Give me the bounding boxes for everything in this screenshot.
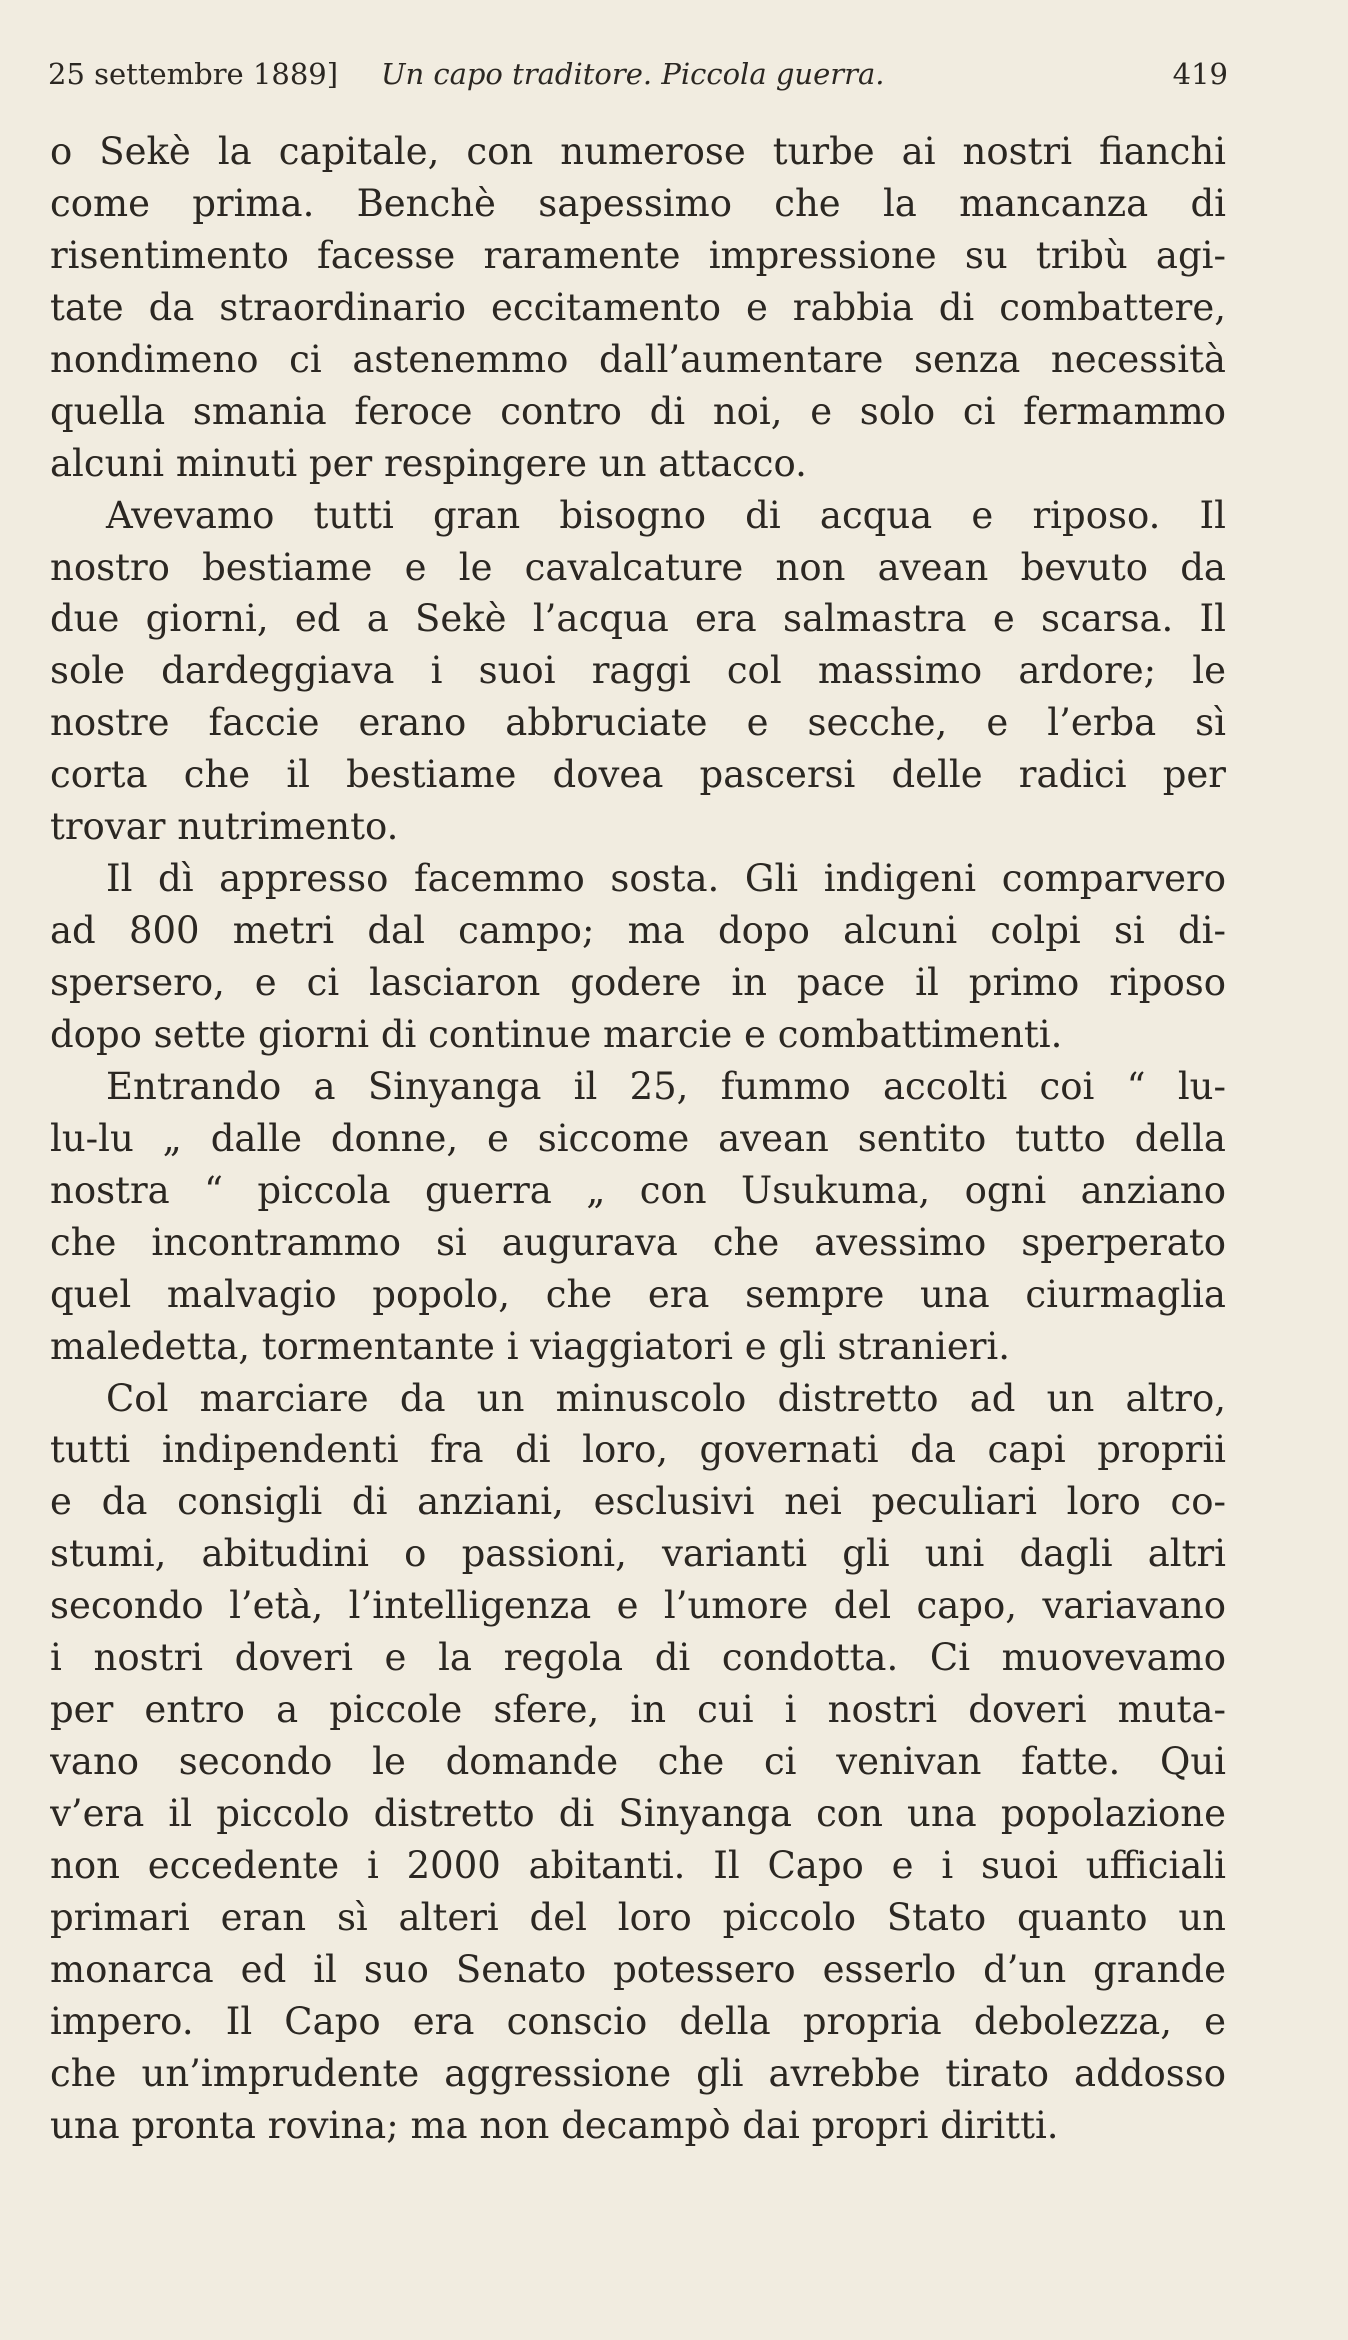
text-line: i nostri doveri e la regola di condotta. Ci muovevamo [50,1636,1226,1680]
text-line: non eccedente i 2000 abitanti. Il Capo e i suoi ufficiali [50,1843,1226,1887]
text-line: ad 800 metri dal campo; ma dopo alcuni colpi si di- [50,909,1226,953]
text-line: alcuni minuti per respingere un attacco. [50,441,807,485]
text-line: maledetta, tormentante i viaggiatori e gli stranieri. [50,1324,1010,1368]
text-line: impero. Il Capo era conscio della propria debolezza, e [50,1999,1226,2043]
text-line: nostro bestiame e le cavalcature non avean bevuto da [50,545,1226,589]
text-line: quella smania feroce contro di noi, e solo ci fermammo [50,389,1226,433]
text-line: risentimento facesse raramente impressione su tribù agi- [50,233,1226,277]
text-line: tutti indipendenti fra di loro, governati da capi proprii [50,1428,1226,1472]
text-line: monarca ed il suo Senato potessero esserlo d’un grande [50,1947,1226,1991]
text-line: due giorni, ed a Sekè l’acqua era salmastra e scarsa. Il [50,597,1226,641]
page-number: 419 [1172,57,1228,91]
header-title: Un capo traditore. Piccola guerra. [381,57,885,91]
text-line: nondimeno ci astenemmo dall’aumentare senza necessità [50,337,1226,381]
text-line: come prima. Benchè sapessimo che la mancanza di [50,181,1226,225]
text-line: corta che il bestiame dovea pascersi delle radici per [50,753,1226,797]
running-header [48,52,1228,96]
text-line: Il dì appresso facemmo sosta. Gli indigeni comparvero [106,857,1226,901]
text-line: che un’imprudente aggressione gli avrebbe tirato addosso [50,2051,1226,2095]
text-line: una pronta rovina; ma non decampò dai propri diritti. [50,2103,1059,2147]
text-line: v’era il piccolo distretto di Sinyanga con una popolazione [50,1792,1226,1835]
text-line: lu-lu „ dalle donne, e siccome avean sentito tutto della [50,1116,1226,1160]
body-text [50,126,1226,2152]
text-line: tate da straordinario eccitamento e rabbia di combattere, [50,285,1226,329]
text-line: stumi, abitudini o passioni, varianti gli uni dagli altri [50,1532,1226,1576]
text-line: spersero, e ci lasciaron godere in pace il primo riposo [50,961,1226,1004]
text-line: vano secondo le domande che ci venivan fatte. Qui [50,1740,1226,1784]
text-line: Entrando a Sinyanga il 25, fummo accolti coi “ lu- [106,1064,1226,1108]
text-line: trovar nutrimento. [50,805,399,849]
text-line: quel malvagio popolo, che era sempre una ciurmaglia [50,1272,1226,1316]
text-line: che incontrammo si augurava che avessimo sperperato [50,1220,1226,1264]
text-line: Avevamo tutti gran bisogno di acqua e riposo. Il [106,493,1226,537]
header-date: 25 settembre 1889] [48,57,339,91]
text-line: o Sekè la capitale, con numerose turbe ai nostri fianchi [50,130,1226,173]
text-line: sole dardeggiava i suoi raggi col massimo ardore; le [50,649,1226,693]
text-line: primari eran sì alteri del loro piccolo Stato quanto un [50,1895,1226,1939]
text-line: per entro a piccole sfere, in cui i nostri doveri muta- [50,1688,1226,1732]
text-line: dopo sette giorni di continue marcie e combattimenti. [50,1012,1063,1056]
text-line: Col marciare da un minuscolo distretto ad un altro, [106,1376,1226,1420]
text-line: secondo l’età, l’intelligenza e l’umore del capo, variavano [50,1584,1226,1628]
text-line: e da consigli di anziani, esclusivi nei peculiari loro co- [50,1480,1226,1524]
text-line: nostre faccie erano abbruciate e secche, e l’erba sì [50,701,1226,745]
text-line: nostra “ piccola guerra „ con Usukuma, ogni anziano [50,1168,1226,1212]
